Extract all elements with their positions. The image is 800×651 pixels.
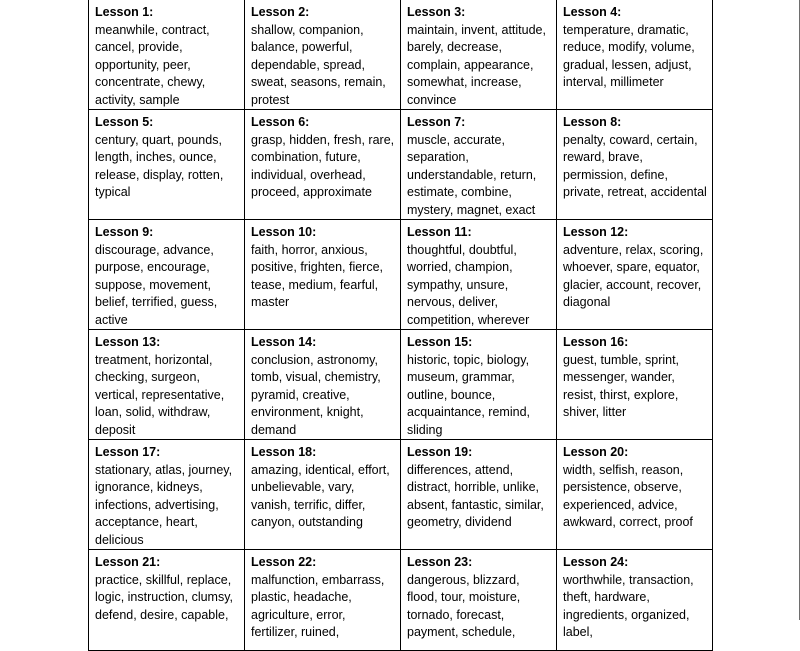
lesson-cell	[245, 110, 401, 220]
vocabulary-lesson-table	[88, 0, 713, 651]
lesson-word-list: faith, horror, anxious, positive, frighten, fierce, tease, medium, fearful, master	[251, 242, 384, 309]
lesson-word-list: penalty, coward, certain, reward, brave, permission, define, private, retreat, accidental	[563, 132, 707, 199]
lesson-word-list: temperature, dramatic, reduce, modify, volume, gradual, lessen, adjust, interval, millimeter	[563, 22, 695, 89]
lesson-word-list: width, selfish, reason, persistence, observe, experienced, advice, awkward, correct, proof	[563, 462, 693, 529]
lesson-title: Lesson 23:	[407, 555, 473, 569]
lesson-cell	[245, 220, 401, 330]
lesson-title: Lesson 14:	[251, 335, 317, 349]
lesson-word-list: discourage, advance, purpose, encourage, suppose, movement, belief, terrified, guess, active	[95, 242, 218, 327]
lesson-title: Lesson 9:	[95, 225, 154, 239]
lesson-title: Lesson 24:	[563, 555, 629, 569]
table-row	[89, 330, 713, 440]
lesson-word-list: shallow, companion, balance, powerful, dependable, spread, sweat, seasons, remain, protest	[251, 22, 386, 107]
lesson-cell	[401, 110, 557, 220]
lesson-title: Lesson 19:	[407, 445, 473, 459]
lesson-title: Lesson 4:	[563, 5, 622, 19]
lesson-title: Lesson 15:	[407, 335, 473, 349]
lesson-cell	[245, 330, 401, 440]
lesson-word-list: adventure, relax, scoring, whoever, spare, equator, glacier, account, recover, diagonal	[563, 242, 704, 309]
lesson-word-list: thoughtful, doubtful, worried, champion, sympathy, unsure, nervous, deliver, competition, wherever	[407, 242, 530, 327]
lesson-word-list: treatment, horizontal, checking, surgeon, vertical, representative, loan, solid, withdraw, deposit	[95, 352, 225, 437]
lesson-title: Lesson 2:	[251, 5, 310, 19]
lesson-cell	[401, 0, 557, 110]
lesson-cell	[401, 330, 557, 440]
lesson-title: Lesson 16:	[563, 335, 629, 349]
lesson-title: Lesson 22:	[251, 555, 317, 569]
lesson-word-list: differences, attend, distract, horrible, unlike, absent, fantastic, similar, geometry, dividend	[407, 462, 544, 529]
lesson-cell	[245, 440, 401, 550]
table-row	[89, 550, 713, 651]
lesson-cell	[401, 440, 557, 550]
lesson-word-list: meanwhile, contract, cancel, provide, opportunity, peer, concentrate, chewy, activity, sample	[95, 22, 210, 107]
lesson-title: Lesson 18:	[251, 445, 317, 459]
lesson-cell	[401, 550, 557, 651]
lesson-title: Lesson 20:	[563, 445, 629, 459]
table-body	[89, 0, 713, 651]
lesson-title: Lesson 11:	[407, 225, 472, 239]
lesson-cell	[401, 220, 557, 330]
lesson-word-list: amazing, identical, effort, unbelievable, vary, vanish, terrific, differ, canyon, outstanding	[251, 462, 390, 529]
table-row	[89, 110, 713, 220]
lesson-cell	[557, 550, 713, 651]
lesson-word-list: dangerous, blizzard, flood, tour, moisture, tornado, forecast, payment, schedule,	[407, 572, 521, 639]
lesson-cell	[89, 330, 245, 440]
lesson-title: Lesson 6:	[251, 115, 310, 129]
table-row	[89, 220, 713, 330]
lesson-title: Lesson 13:	[95, 335, 161, 349]
lesson-word-list: historic, topic, biology, museum, grammar, outline, bounce, acquaintance, remind, sliding	[407, 352, 530, 437]
lesson-cell	[557, 440, 713, 550]
table-row	[89, 440, 713, 550]
table-row	[89, 0, 713, 110]
lesson-cell	[245, 0, 401, 110]
lesson-title: Lesson 8:	[563, 115, 622, 129]
lesson-cell	[557, 0, 713, 110]
lesson-cell	[557, 220, 713, 330]
lesson-title: Lesson 5:	[95, 115, 154, 129]
lesson-title: Lesson 7:	[407, 115, 466, 129]
lesson-word-list: conclusion, astronomy, tomb, visual, chemistry, pyramid, creative, environment, knight, demand	[251, 352, 381, 437]
lesson-cell	[557, 330, 713, 440]
lesson-title: Lesson 10:	[251, 225, 317, 239]
lesson-title: Lesson 17:	[95, 445, 161, 459]
lesson-title: Lesson 21:	[95, 555, 161, 569]
lesson-word-list: practice, skillful, replace, logic, instruction, clumsy, defend, desire, capable,	[95, 572, 234, 622]
lesson-word-list: guest, tumble, sprint, messenger, wander, resist, thirst, explore, shiver, litter	[563, 352, 680, 419]
lesson-cell	[245, 550, 401, 651]
lesson-cell	[89, 440, 245, 550]
lesson-word-list: worthwhile, transaction, theft, hardware, ingredients, organized, label,	[563, 572, 694, 639]
lesson-word-list: grasp, hidden, fresh, rare, combination, future, individual, overhead, proceed, approximate	[251, 132, 395, 199]
lesson-word-list: muscle, accurate, separation, understandable, return, estimate, combine, mystery, magnet, exact	[407, 132, 537, 217]
lesson-word-list: maintain, invent, attitude, barely, decrease, complain, appearance, somewhat, increase, convince	[407, 22, 546, 107]
lesson-cell	[89, 220, 245, 330]
lesson-title: Lesson 3:	[407, 5, 466, 19]
lesson-title: Lesson 1:	[95, 5, 154, 19]
lesson-word-list: stationary, atlas, journey, ignorance, kidneys, infections, advertising, acceptance, heart, delicious	[95, 462, 233, 547]
lesson-word-list: century, quart, pounds, length, inches, ounce, release, display, rotten, typical	[95, 132, 224, 199]
lesson-word-list: malfunction, embarrass, plastic, headache, agriculture, error, fertilizer, ruined,	[251, 572, 385, 639]
lesson-cell	[557, 110, 713, 220]
lesson-cell	[89, 550, 245, 651]
lesson-title: Lesson 12:	[563, 225, 629, 239]
lesson-cell	[89, 0, 245, 110]
lesson-cell	[89, 110, 245, 220]
